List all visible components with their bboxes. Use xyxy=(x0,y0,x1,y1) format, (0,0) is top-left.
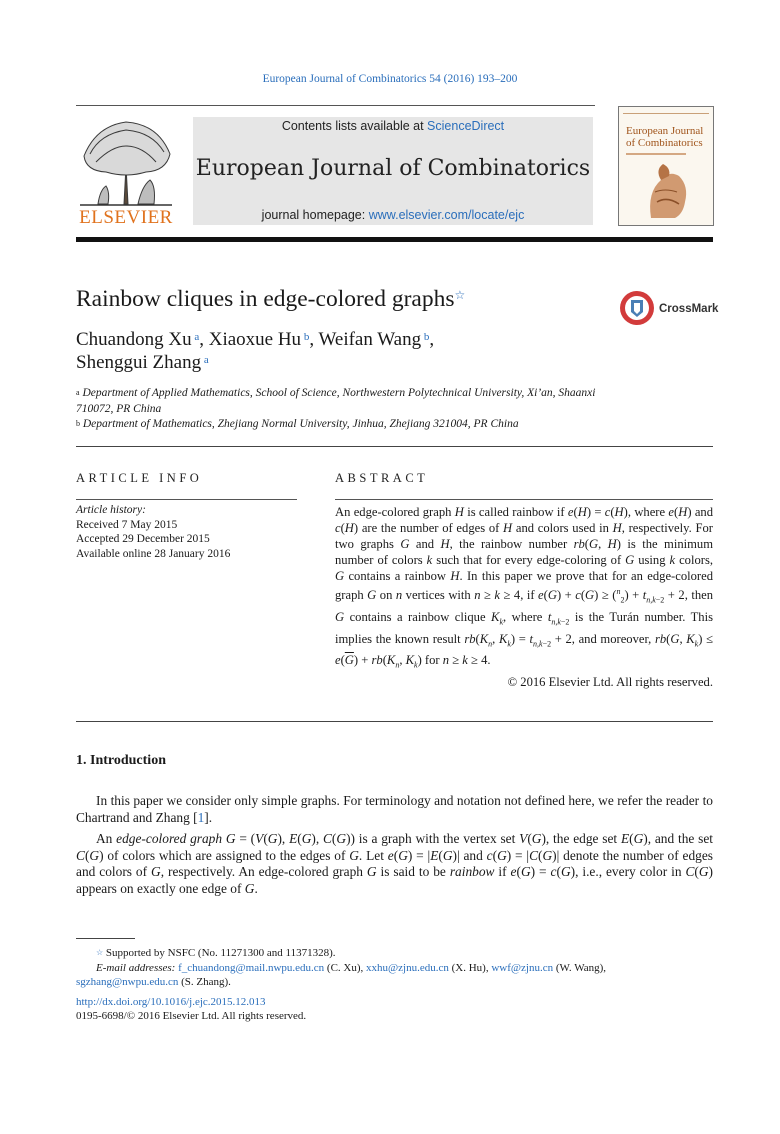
affiliation-a: $^a$ Department of Applied Mathematics, School of Science, Northwestern Polytechnical University, Xi’an, Shaanxi 710072, PR China xyxy=(76,387,596,415)
article-history xyxy=(76,503,306,561)
reference-link[interactable]: 1 xyxy=(197,809,205,825)
doi-line xyxy=(76,995,713,1010)
intro-paragraph-2: An edge-colored graph G = (V(G), E(G), C(G)) is a graph with the vertex set V(G), the edge set E(G), and the set C(G) of colors which are assigned to the edges of G. Let e(G) = |E(G)| and c(G) = |C(G)| denote the number of edges and colors of G, respectively. An edge-colored graph G is said to be rainbow if e(G) = c(G), i.e., every color in C(G) appears on exactly one edge of G. xyxy=(76,831,714,896)
body-start-rule xyxy=(76,721,713,722)
history-label: Article history: xyxy=(76,504,146,516)
email-link[interactable]: sgzhang@nwpu.edu.cn xyxy=(76,976,179,988)
header-thick-rule xyxy=(76,237,713,242)
cover-title: European Journal of Combinatorics xyxy=(626,125,704,149)
abstract-copyright: © 2016 Elsevier Ltd. All rights reserved. xyxy=(507,675,713,690)
cover-subtitle-bar xyxy=(626,153,686,155)
footnotes xyxy=(76,946,713,1024)
abstract-text: An edge-colored graph H is called rainbow if e(H) = c(H), where e(H) and c(H) are the number of edges of H and colors used in H, respectively. For two graphs G and H, the rainbow number rb(G, H) is the minimum number of colors k such that for every edge-coloring of G using k colors, G contains a rainbow H. In this paper we prove that for an edge-colored graph G on n vertices with n ≥ k ≥ 4, if $e(G) + c(G) \ge (^n_2) + t_{n,k-2} + 2$, then G contains a rainbow clique $K_k$, where $t_{n,k-2}$ is the Turán number. This implies the known result $rb(K_n$, $K_k) = t_{n,k-2} + 2$, and moreover, rb(G, $K_k) \le e(\overline{G}) + rb(K_n$, $K_k$) for n ≥ k ≥ 4. © 2016 Elsevier Ltd. All rights reserved. xyxy=(335,505,714,690)
journal-banner xyxy=(193,117,593,225)
author-name[interactable]: Chuandong Xu xyxy=(76,329,192,350)
article-title: Rainbow cliques in edge-colored graphs☆ xyxy=(76,286,466,312)
section-rule xyxy=(76,446,713,447)
received-date: Received 7 May 2015 xyxy=(76,518,178,531)
article-info-rule xyxy=(76,499,297,500)
funding-footnote: ☆ Supported by NSFC (No. 11271300 and 11371328). xyxy=(96,947,336,959)
abstract-rule xyxy=(335,499,713,500)
contents-line: Contents lists available at ScienceDirect xyxy=(281,119,505,133)
journal-cover-thumbnail[interactable] xyxy=(618,106,714,226)
doi-link[interactable]: http://dx.doi.org/10.1016/j.ejc.2015.12.013 xyxy=(76,995,266,1008)
author-name[interactable]: Xiaoxue Hu xyxy=(208,329,302,350)
intro-paragraph-1: In this paper we consider only simple graphs. For terminology and notation not defined here, we refer the reader to Chartrand and Zhang [1]. xyxy=(76,793,713,825)
author-name[interactable]: Shenggui Zhang xyxy=(76,352,202,373)
crossmark-badge[interactable] xyxy=(619,290,719,330)
online-date: Available online 28 January 2016 xyxy=(76,547,231,560)
journal-title: European Journal of Combinatorics xyxy=(195,156,591,181)
accepted-date: Accepted 29 December 2015 xyxy=(76,533,210,545)
crossmark-icon xyxy=(619,290,655,326)
crossmark-label: CrossMark xyxy=(659,303,719,315)
email-link[interactable]: xxhu@zjnu.edu.cn xyxy=(366,961,449,974)
homepage-line: journal homepage: www.elsevier.com/locate/ejc xyxy=(261,208,525,222)
author-list: Chuandong Xu $^a$, Xiaoxue Hu $^b$, Weifan Wang $^b$, Shenggui Zhang $^a$ xyxy=(76,329,435,373)
journal-citation[interactable]: European Journal of Combinatorics 54 (2016) 193–200 xyxy=(262,73,518,85)
email-link[interactable]: wwf@zjnu.cn xyxy=(491,961,554,974)
affiliation-mark[interactable]: a xyxy=(194,331,200,343)
cover-header-line xyxy=(623,110,709,114)
funding-footnote-mark[interactable]: ☆ xyxy=(454,288,466,302)
affiliation-mark[interactable]: b xyxy=(423,331,430,343)
publisher-name: ELSEVIER xyxy=(79,207,173,228)
section-heading-introduction: 1. Introduction xyxy=(76,753,166,768)
abstract-heading: ABSTRACT xyxy=(335,471,429,485)
affiliation-mark[interactable]: b xyxy=(303,331,310,343)
sciencedirect-link[interactable]: ScienceDirect xyxy=(427,119,505,133)
affiliation-mark[interactable]: a xyxy=(203,354,209,366)
cover-illustration xyxy=(641,162,693,220)
homepage-link[interactable]: www.elsevier.com/locate/ejc xyxy=(368,208,525,222)
footnote-rule xyxy=(76,938,135,939)
affiliation-b: $^b$ Department of Mathematics, Zhejiang Normal University, Jinhua, Zhejiang 321004, PR China xyxy=(76,418,519,430)
email-footnote: E-mail addresses: f_chuandong@mail.nwpu.edu.cn (C. Xu), xxhu@zjnu.edu.cn (X. Hu), wwf@zjnu.cn (W. Wang), xyxy=(96,961,606,974)
email-link[interactable]: f_chuandong@mail.nwpu.edu.cn xyxy=(178,961,325,974)
email-footnote-cont: sgzhang@nwpu.edu.cn (S. Zhang). xyxy=(76,976,231,988)
header-rule xyxy=(76,105,595,106)
issn-line: 0195-6698/© 2016 Elsevier Ltd. All rights reserved. xyxy=(76,1010,307,1022)
author-name[interactable]: Weifan Wang xyxy=(318,329,422,350)
article-info-heading: ARTICLE INFO xyxy=(76,471,203,485)
